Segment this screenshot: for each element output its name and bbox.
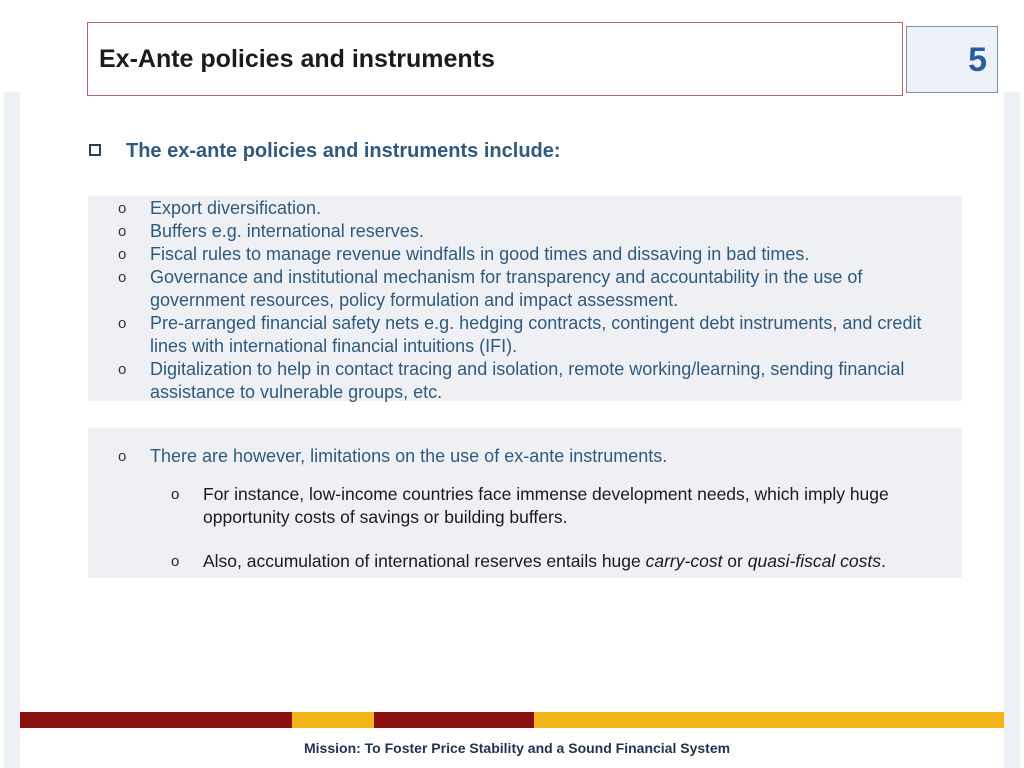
sub-item-italic-quasi-fiscal: quasi-fiscal costs [747,551,881,571]
bar-segment-gold [292,712,374,728]
circle-bullet-icon: o [171,486,180,503]
slide-number-box [906,26,998,93]
list-item-text: Export diversification. [150,198,322,218]
list-item-text: Fiscal rules to manage revenue windfalls in good times and dissaving in bad times. [150,244,810,264]
sub-item-suffix: . [880,551,886,571]
section-heading-text: The ex-ante policies and instruments include: [126,140,561,162]
circle-bullet-icon: o [118,223,127,240]
sub-list-item-text [203,550,933,573]
footer-color-bar [20,712,1004,728]
circle-bullet-icon: o [118,361,127,378]
right-side-shade [1004,92,1020,768]
circle-bullet-icon: o [118,269,127,286]
slide-title: Ex-Ante policies and instruments [99,45,495,73]
square-bullet-icon [89,144,101,156]
left-side-shade [4,92,20,768]
list-item-text: Governance and institutional mechanism for transparency and accountability in the use of government resources, policy formulation and impact assessment. [150,267,863,310]
circle-bullet-icon: o [171,553,180,570]
circle-bullet-icon: o [118,448,127,465]
circle-bullet-icon: o [118,315,127,332]
limitations-text: There are however, limitations on the use of ex-ante instruments. [150,446,668,466]
list-item-text: Digitalization to help in contact tracing and isolation, remote working/learning, sending financial assistance to vulnerable groups, etc. [150,359,905,402]
slide-number: 5 [968,41,987,79]
sub-item-middle: or [722,551,748,571]
mission-statement: Mission: To Foster Price Stability and a Sound Financial System [304,740,731,756]
circle-bullet-icon: o [118,246,127,263]
title-box [87,22,903,96]
instruments-panel [88,196,962,401]
sub-list-item-text: For instance, low-income countries face immense development needs, which imply huge opportunity costs of savings or building buffers. [203,484,889,527]
limitations-panel [88,428,962,578]
list-item-text: Buffers e.g. international reserves. [150,221,424,241]
bar-segment-red [374,712,534,728]
bar-segment-red [20,712,292,728]
list-item-text: Pre-arranged financial safety nets e.g. hedging contracts, contingent debt instruments, and credit lines with international financial intuitions (IFI). [150,313,922,356]
bar-segment-gold [534,712,1004,728]
circle-bullet-icon: o [118,200,127,217]
sub-item-prefix: Also, accumulation of international reserves entails huge [203,551,646,571]
sub-item-italic-carry-cost: carry-cost [645,551,723,571]
